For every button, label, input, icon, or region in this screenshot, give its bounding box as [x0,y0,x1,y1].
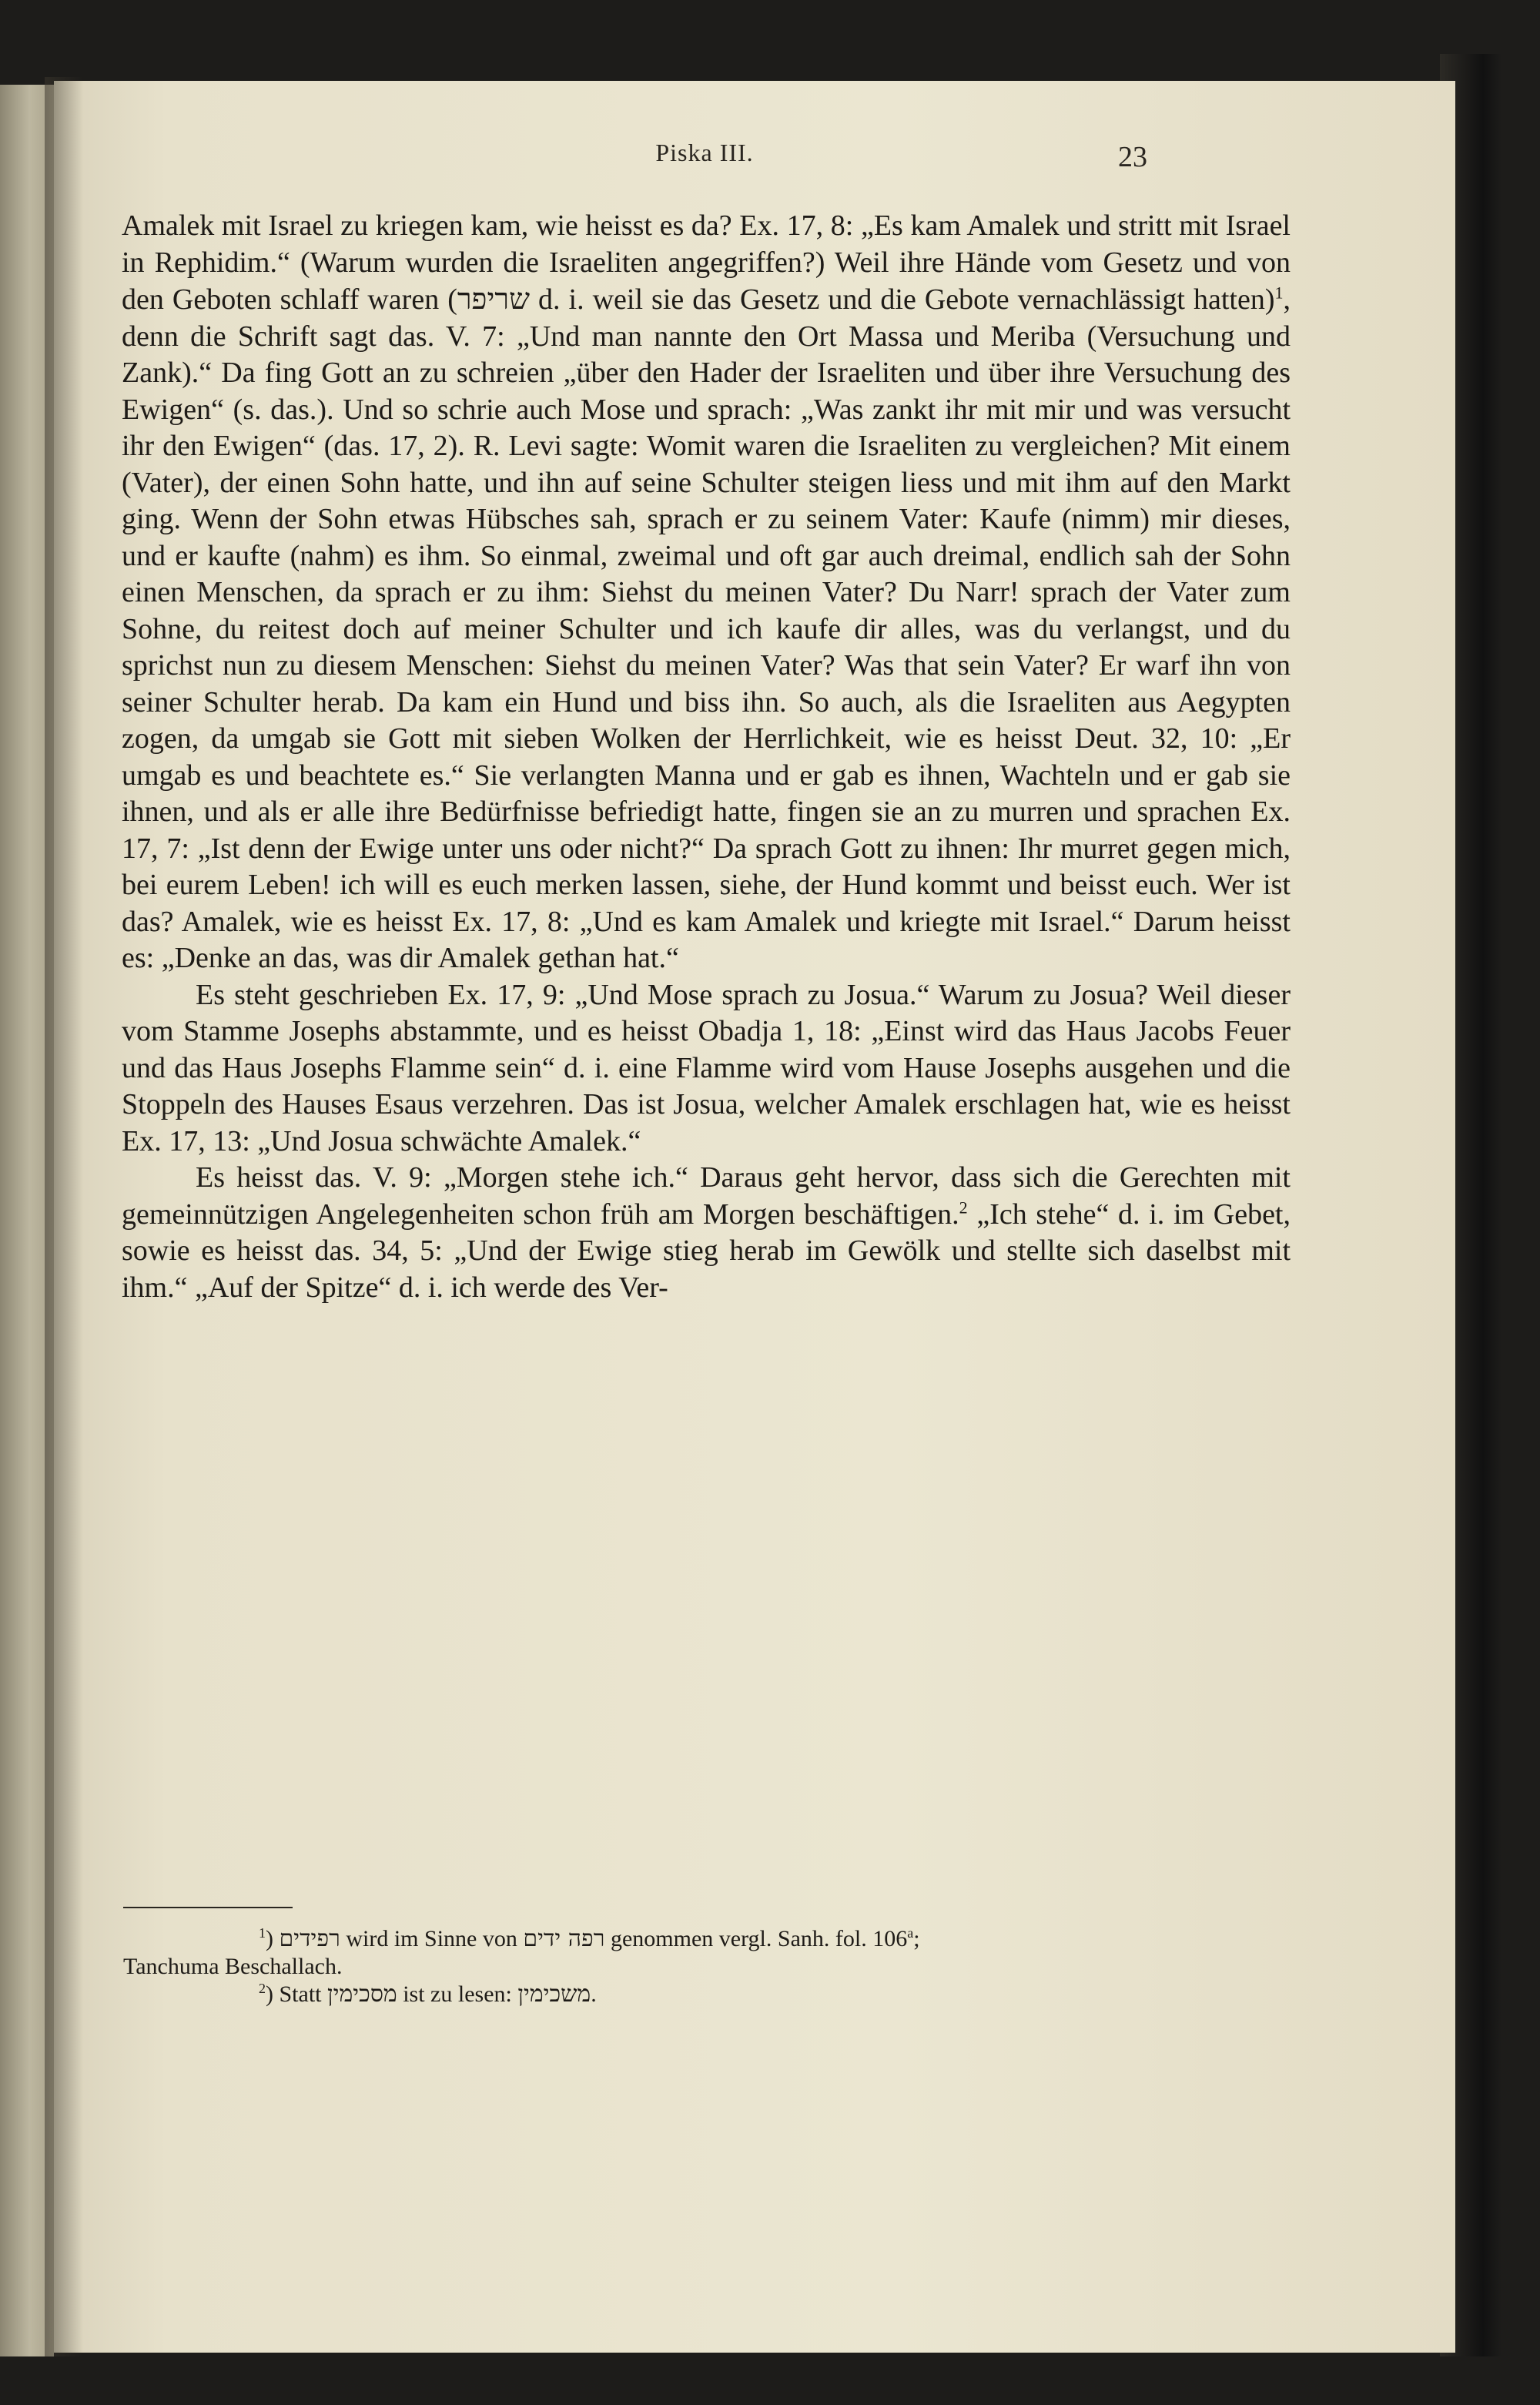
footnote-rule [123,1907,293,1908]
footnotes [123,1925,1286,2008]
footnote-1-text-1: wird im Sinne von [340,1926,524,1951]
main-text [122,208,1291,1306]
footnote-2-hebrew-1: מסכימין [327,1981,397,2008]
footnote-2-mark: 2 [259,1981,266,1996]
footnote-2-text-1: Statt [279,1981,328,2007]
footnote-1-superscript: a [907,1925,914,1941]
footnote-2-hebrew-2: משכימין [517,1981,591,2008]
page-number: 23 [1118,141,1147,173]
paragraph-1-part-b: d. i. weil sie das Gesetz und die Gebote vernachlässigt hatten) [529,283,1275,316]
footnote-1-hebrew-1: רפידים [279,1925,340,1952]
footnote-1-text-2: genommen vergl. Sanh. fol. 106 [604,1926,908,1951]
footnote-ref-1: 1 [1274,283,1284,303]
paragraph-1-part-a: Amalek mit Israel zu kriegen kam, wie heisst es da? Ex. 17, 8: „Es kam Amalek und stritt mit Israel in Rephidim.“ (Warum wurden die Israeliten angegriffen?) Weil ihre Hände vom Gesetz und von den Geboten schlaff waren ( [122,209,1291,316]
footnote-ref-2: 2 [959,1197,968,1217]
footnote-2: $^2$) Statt מסכימין ist zu lesen: משכימין. [259,1981,597,2008]
paragraph-3 [122,1160,1291,1306]
paragraph-1 [122,208,1291,977]
footnote-2-text-2: ist zu lesen: [397,1981,518,2007]
paragraph-1-part-c: , denn die Schrift sagt das. V. 7: „Und man nannte den Ort Massa und Meriba (Versuchung und Zank).“ Da fing Gott an zu schreien „über den Hader der Israeliten und über ihre Versuchung des Ewigen“ (s. das.). Und so schrie auch Mose und sprach: „Was zankt ihr mit mir und was versucht ihr den Ewigen“ (das. 17, 2). R. Levi sagte: Womit waren die Israeliten zu vergleichen? Mit einem (Vater), der einen Sohn hatte, und ihn auf seine Schulter steigen liess und mit ihm auf den Markt ging. Wenn der Sohn etwas Hübsches sah, sprach er zu seinem Vater: Kaufe (nimm) mir dieses, und er kaufte (nahm) es ihm. So einmal, zweimal und oft gar auch dreimal, endlich sah der Sohn einen Menschen, da sprach er zu ihm: Siehst du meinen Vater? Du Narr! sprach der Vater zum Sohne, du reitest doch auf meiner Schulter und ich kaufe dir alles, was du verlangst, und du sprichst nun zu diesem Menschen: Siehst du meinen Vater? Was that sein Vater? Er warf ihn von seiner Schulter herab. Da kam ein Hund und biss ihn. So auch, als die Israeliten aus Aegypten zogen, da umgab sie Gott mit sieben Wolken der Herrlichkeit, wie es heisst Deut. 32, 10: „Er umgab es und beachtete es.“ Sie verlangten Manna und er gab es ihnen, Wachteln und er gab sie ihnen, und als er alle ihre Bedürfnisse befriedigt hatte, fingen sie an zu murren und sprachen Ex. 17, 7: „Ist denn der Ewige unter uns oder nicht?“ Da sprach Gott zu ihnen: Ihr murret gegen mich, bei eurem Leben! ich will es euch merken lassen, siehe, der Hund kommt und beisst euch. Wer ist das? Amalek, wie es heisst Ex. 17, 8: „Und es kam Amalek und kriegte mit Israel.“ Darum heisst es: „Denke an das, was dir Amalek gethan hat.“ [122,283,1291,974]
footnote-1-line-2: Tanchuma Beschallach. [123,1954,343,1979]
footnote-1-mark: 1 [259,1925,266,1941]
hebrew-word: שריפר [457,282,530,316]
footnote-1-text-3: ; [913,1926,920,1951]
paragraph-3-part-b: „Ich stehe“ d. i. im Gebet, sowie es heisst das. 34, 5: „Und der Ewige stieg herab im Gewölk und stellte sich daselbst mit ihm.“ „Auf der Spitze“ d. i. ich werde des Ver- [122,1197,1291,1304]
paragraph-2: Es steht geschrieben Ex. 17, 9: „Und Mose sprach zu Josua.“ Warum zu Josua? Weil dieser vom Stamme Josephs abstammte, und es heisst Obadja 1, 18: „Einst wird das Haus Jacobs Feuer und das Haus Josephs Flamme sein“ d. i. eine Flamme wird vom Hause Josephs ausgehen und die Stoppeln des Hauses Esaus verzehren. Das ist Josua, welcher Amalek erschlagen hat, wie es heisst Ex. 17, 13: „Und Josua schwächte Amalek.“ [122,978,1291,1157]
paragraph-3-part-a: Es heisst das. V. 9: „Morgen stehe ich.“ Daraus geht hervor, dass sich die Gerechten mit gemeinnützigen Angelegenheiten schon früh am Morgen beschäftigen. [122,1161,1291,1231]
gutter-shadow [45,77,83,2356]
footnote-1: $^1$) רפידים wird im Sinne von רפה ידים genommen vergl. Sanh. fol. 106$^a$; [259,1925,920,1952]
footnote-2-text-3: . [591,1981,597,2007]
footnote-1-hebrew-2: רפה ידים [523,1925,605,1952]
running-header: Piska III. [655,139,754,166]
